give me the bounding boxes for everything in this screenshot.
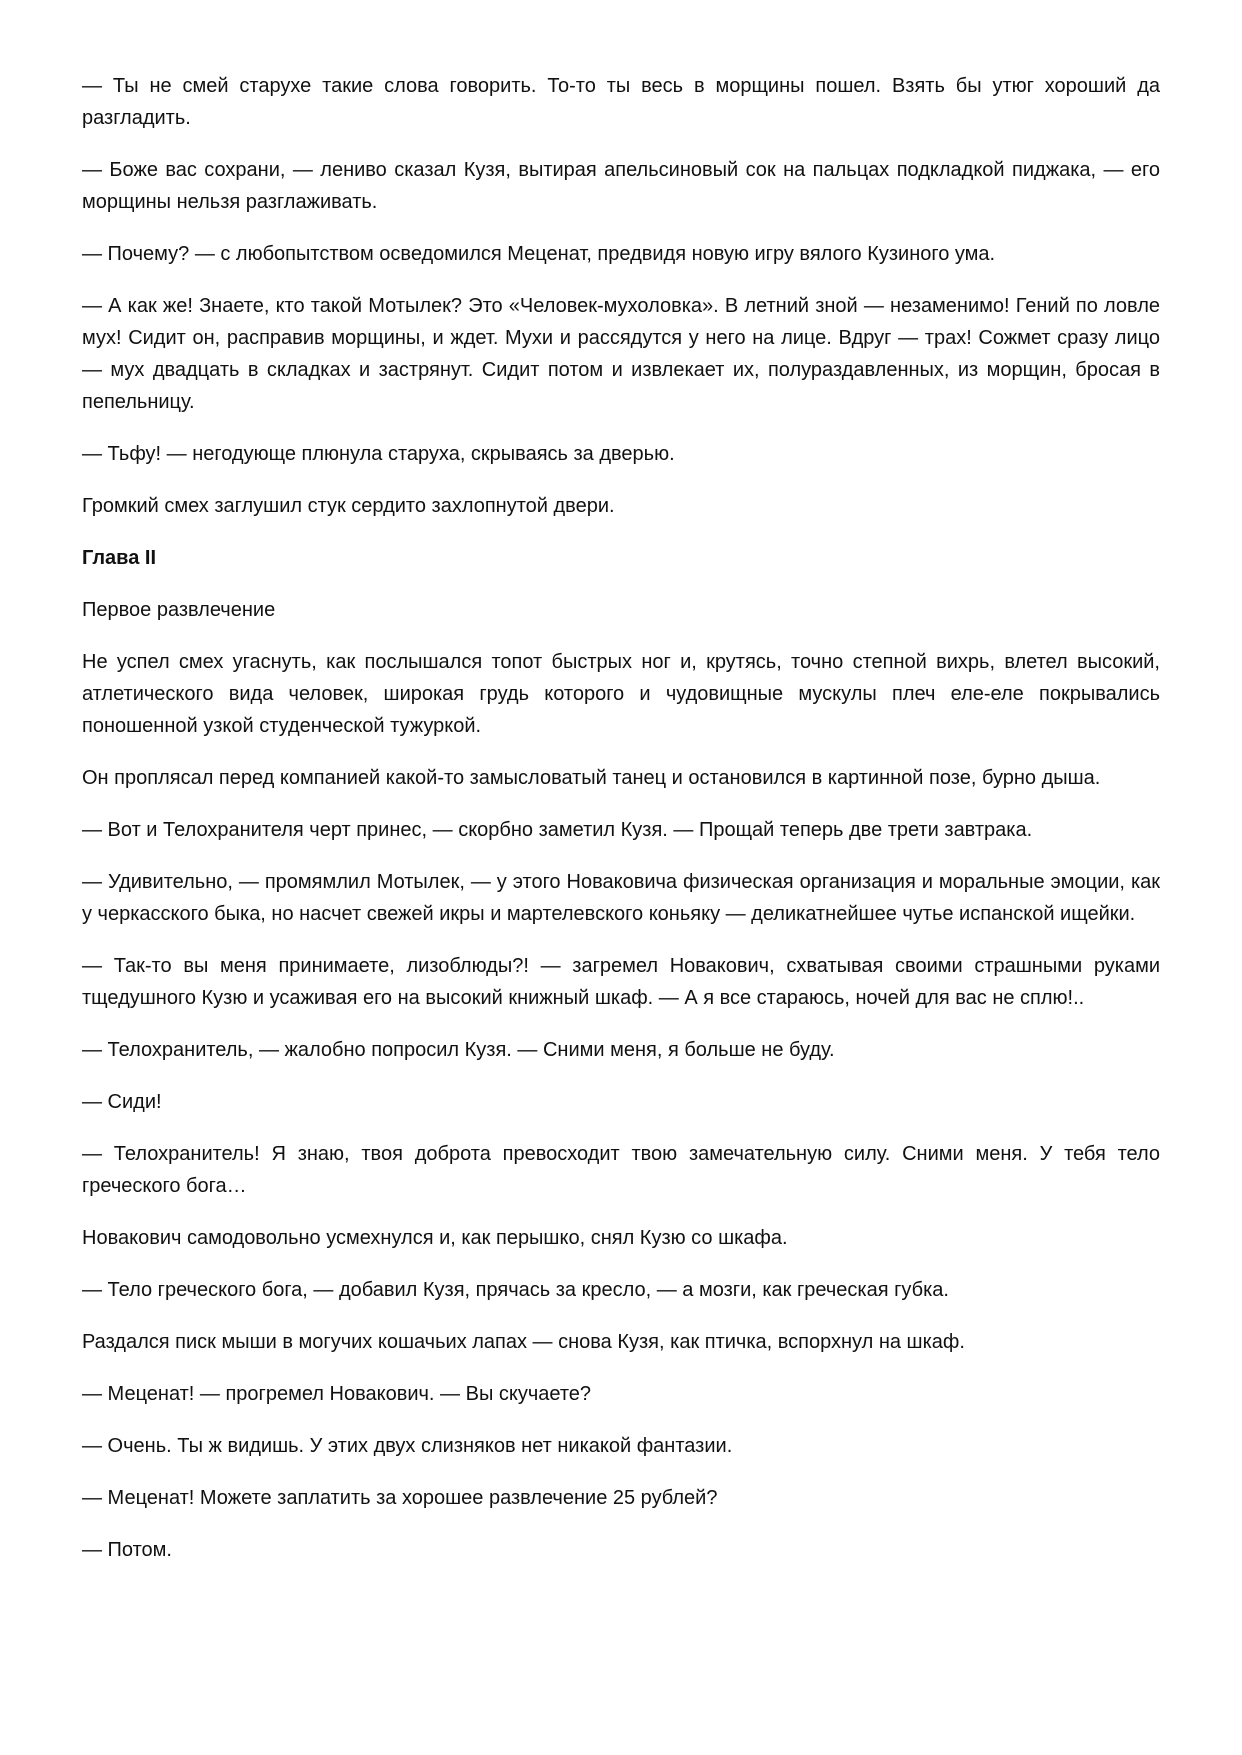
paragraph: Новакович самодовольно усмехнулся и, как перышко, снял Кузю со шкафа. <box>82 1227 788 1249</box>
paragraph: — Сиди! <box>82 1091 162 1113</box>
paragraph: — Тело греческого бога, — добавил Кузя, прячась за кресло, — а мозги, как греческая губка. <box>82 1279 949 1301</box>
paragraph: — Телохранитель, — жалобно попросил Кузя. — Сними меня, я больше не буду. <box>82 1039 835 1061</box>
paragraph: — Потом. <box>82 1539 172 1561</box>
paragraph: — Так-то вы меня принимаете, лизоблюды?! — загремел Новакович, схватывая своими страшными руками тщедушного Кузю и усаживая его на высокий книжный шкаф. — А я все стараюсь, ночей для вас не сплю!.. <box>82 955 1160 1009</box>
paragraph: — Меценат! Можете заплатить за хорошее развлечение 25 рублей? <box>82 1487 718 1509</box>
paragraph: — Вот и Телохранителя черт принес, — скорбно заметил Кузя. — Прощай теперь две трети завтрака. <box>82 819 1033 841</box>
paragraph: — Почему? — с любопытством осведомился Меценат, предвидя новую игру вялого Кузиного ума. <box>82 243 996 265</box>
paragraph: — Очень. Ты ж видишь. У этих двух слизняков нет никакой фантазии. <box>82 1435 733 1457</box>
chapter-subtitle: Первое развлечение <box>82 599 276 621</box>
paragraph: Громкий смех заглушил стук сердито захлопнутой двери. <box>82 495 615 517</box>
paragraph: — Ты не смей старухе такие слова говорить. То-то ты весь в морщины пошел. Взять бы утюг хороший да разгладить. <box>82 75 1160 129</box>
paragraph: — А как же! Знаете, кто такой Мотылек? Это «Человек-мухоловка». В летний зной — незаменимо! Гений по ловле мух! Сидит он, расправив морщины, и ждет. Мухи и рассядутся у него на лице. Вдруг — трах! Сожмет сразу лицо — мух двадцать в складках и застрянут. Сидит потом и извлекает их, полураздавленных, из морщин, бросая в пепельницу. <box>82 295 1160 413</box>
document-page <box>82 70 1160 1586</box>
paragraph: — Меценат! — прогремел Новакович. — Вы скучаете? <box>82 1383 592 1405</box>
paragraph: — Телохранитель! Я знаю, твоя доброта превосходит твою замечательную силу. Сними меня. У тебя тело греческого бога… <box>82 1143 1160 1197</box>
paragraph: — Удивительно, — промямлил Мотылек, — у этого Новаковича физическая организация и моральные эмоции, как у черкасского быка, но насчет свежей икры и мартелевского коньяку — деликатнейшее чутье испанской ищейки. <box>82 871 1160 925</box>
chapter-heading: Глава II <box>82 547 156 569</box>
paragraph: Раздался писк мыши в могучих кошачьих лапах — снова Кузя, как птичка, вспорхнул на шкаф. <box>82 1331 965 1353</box>
paragraph: — Тьфу! — негодующе плюнула старуха, скрываясь за дверью. <box>82 443 675 465</box>
paragraph: Он проплясал перед компанией какой-то замысловатый танец и остановился в картинной позе, бурно дыша. <box>82 767 1101 789</box>
paragraph: — Боже вас сохрани, — лениво сказал Кузя, вытирая апельсиновый сок на пальцах подкладкой пиджака, — его морщины нельзя разглаживать. <box>82 159 1160 213</box>
paragraph: Не успел смех угаснуть, как послышался топот быстрых ног и, крутясь, точно степной вихрь, влетел высокий, атлетического вида человек, широкая грудь которого и чудовищные мускулы плеч еле-еле покрывались поношенной узкой студенческой тужуркой. <box>82 651 1160 737</box>
